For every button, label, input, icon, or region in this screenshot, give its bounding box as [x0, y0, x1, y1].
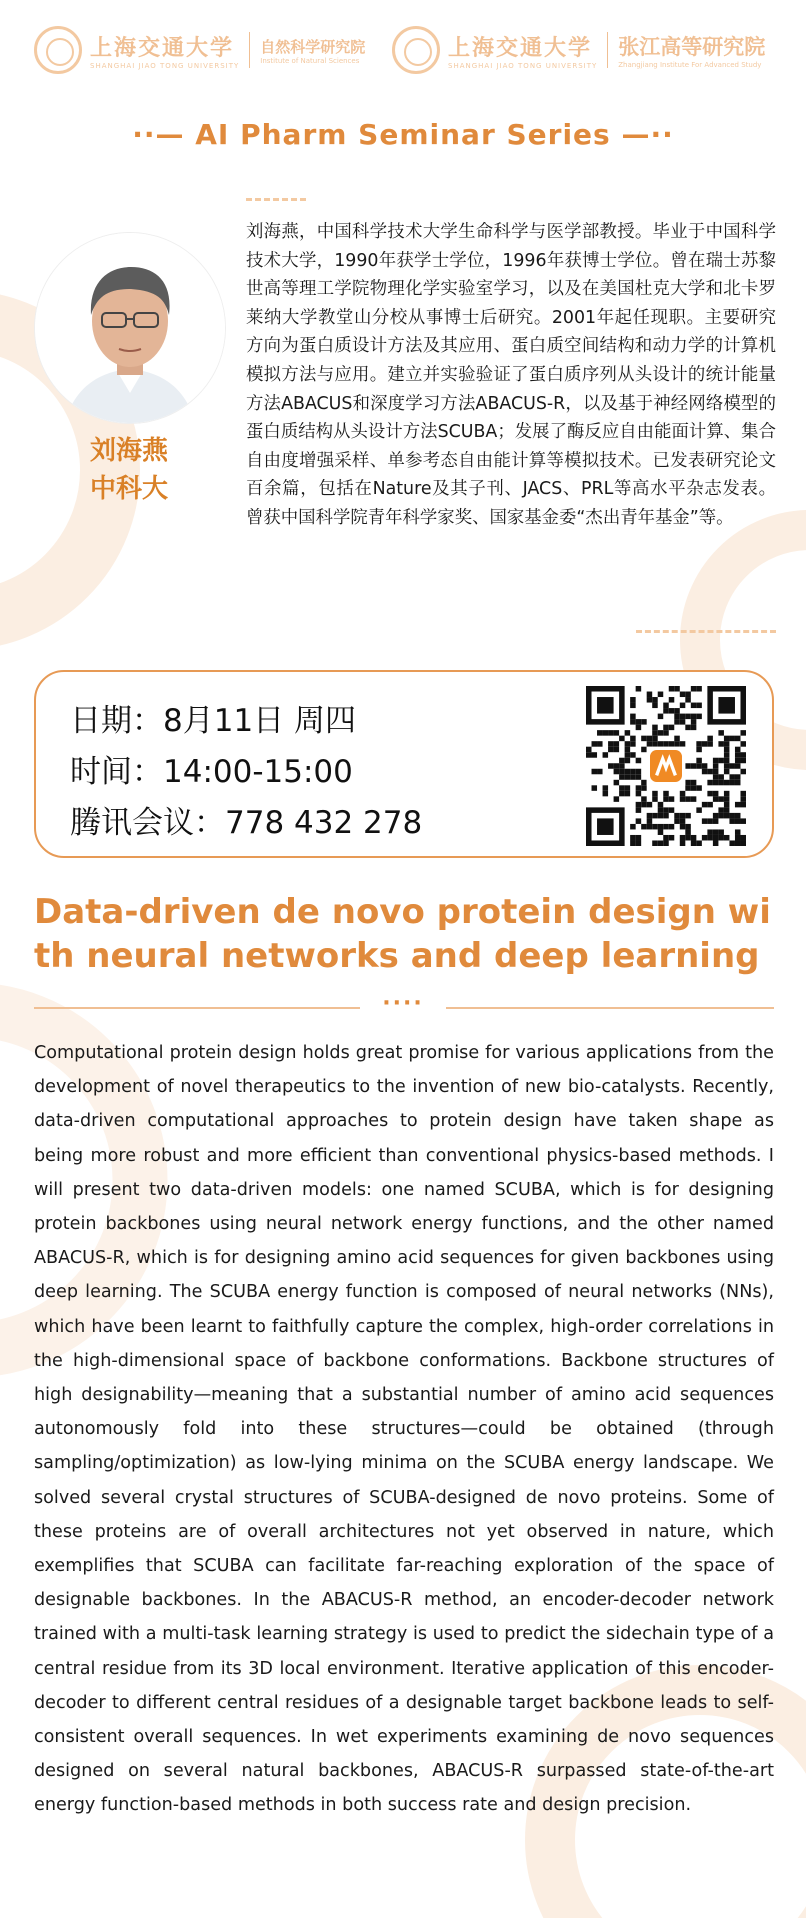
header-logos: [0, 18, 806, 88]
logo-divider: [607, 32, 608, 68]
event-time: 时间：14:00-15:00: [70, 754, 353, 790]
university-name: 上海交通大学: [448, 34, 593, 61]
university-seal-icon: [34, 26, 82, 74]
event-info-box: [34, 670, 774, 858]
ornament-right: —··: [621, 118, 674, 151]
sjtu-ins-logo: [34, 26, 365, 74]
university-name: 上海交通大学: [90, 34, 235, 61]
institute-name: 自然科学研究院: [260, 37, 366, 56]
speaker-portrait-icon: [35, 233, 225, 423]
institute-name-en: Zhangjiang Institute For Advanced Study: [618, 61, 762, 69]
university-name-en: SHANGHAI JIAO TONG UNIVERSITY: [90, 61, 240, 70]
title-divider-right: [446, 1007, 774, 1009]
series-title: [0, 118, 806, 151]
institute-name-en: Institute of Natural Sciences: [260, 56, 360, 65]
event-date: 日期：8月11日 周四: [70, 703, 357, 739]
qr-code-icon[interactable]: [586, 686, 746, 846]
title-divider-dots: ····: [382, 991, 424, 1016]
logo-divider: [249, 32, 250, 68]
title-divider-left: [34, 1007, 360, 1009]
speaker-affiliation: 中科大: [89, 474, 168, 504]
speaker-bio: 刘海燕，中国科学技术大学生命科学与医学部教授。毕业于中国科学技术大学，1990年获学士学位，1996年获博士学位。曾在瑞士苏黎世高等理工学院物理化学实验室学习，以及在美国杜克大学和北卡罗莱纳大学教堂山分校从事博士后研究。2001年起任现职。主要研究方向为蛋白质设计方法及其应用、蛋白质空间结构和动力学的计算机模拟方法与应用。建立并实验验证了蛋白质序列从头设计的统计能量方法ABACUS和深度学习方法ABACUS-R，以及基于神经网络模型的蛋白质结构从头设计方法SCUBA；发展了酶反应自由能面计算、集合自由度增强采样、单参考态自由能计算等模拟技术。已发表研究论文百余篇，包括在Nature及其子刊、JACS、PRL等高水平杂志发表。曾获中国科学院青年科学家奖、国家基金委“杰出青年基金”等。: [246, 222, 776, 528]
talk-title: Data-driven de novo protein design with neural networks and deep learning: [34, 892, 771, 976]
meeting-id[interactable]: 腾讯会议：778 432 278: [70, 805, 423, 841]
institute-name: 张江高等研究院: [618, 35, 766, 59]
talk-abstract: Computational protein design holds great promise for various applications from the development of novel therapeutics to the invention of new bio-catalysts. Recently, data-driven computational approaches to protein design have taken shape as being more robust and more efficient than conventional physics-based methods. I will present two data-driven models: one named SCUBA, which is for designing protein backbones using neural network energy functions, and the other named ABACUS-R, which is for designing amino acid sequences for given backbones using deep learning. The SCUBA energy function is composed of neural networks (NNs), which have been learnt to faithfully capture the complex, high-order correlations in the high-dimensional space of backbone conformations. Backbone structures of high designability—meaning that a substantial number of amino acid sequences autonomously fold into these structures—could be obtained (through sampling/optimization) as low-lying minima on the SCUBA energy landscape. We solved several crystal structures of SCUBA-designed de novo proteins. Some of these proteins are of overall architectures not yet observed in nature, which exemplifies that SCUBA can facilitate far-reaching exploration of the space of designable backbones. In the ABACUS-R method, an encoder-decoder network trained with a multi-task learning strategy is used to predict the sidechain type of a central residue from its 3D local environment. Iterative application of this encoder-decoder to different central residues of a designable target backbone leads to self-consistent overall sequences. In wet experiments examining de novo sequences designed on several natural backbones, ABACUS-R surpassed state-of-the-art energy function-based methods in both success rate and design precision.: [34, 1043, 774, 1816]
speaker-name: 刘海燕: [89, 436, 168, 466]
ornament-left: ··—: [132, 118, 185, 151]
decorative-dash: [636, 630, 776, 633]
decorative-dash: [246, 198, 306, 201]
sjtu-zias-logo: [392, 26, 765, 74]
speaker-name-block: [34, 432, 224, 508]
speaker-photo: [34, 232, 226, 424]
university-seal-icon: [392, 26, 440, 74]
series-title-text: AI Pharm Seminar Series: [195, 118, 611, 151]
university-name-en: SHANGHAI JIAO TONG UNIVERSITY: [448, 61, 598, 70]
